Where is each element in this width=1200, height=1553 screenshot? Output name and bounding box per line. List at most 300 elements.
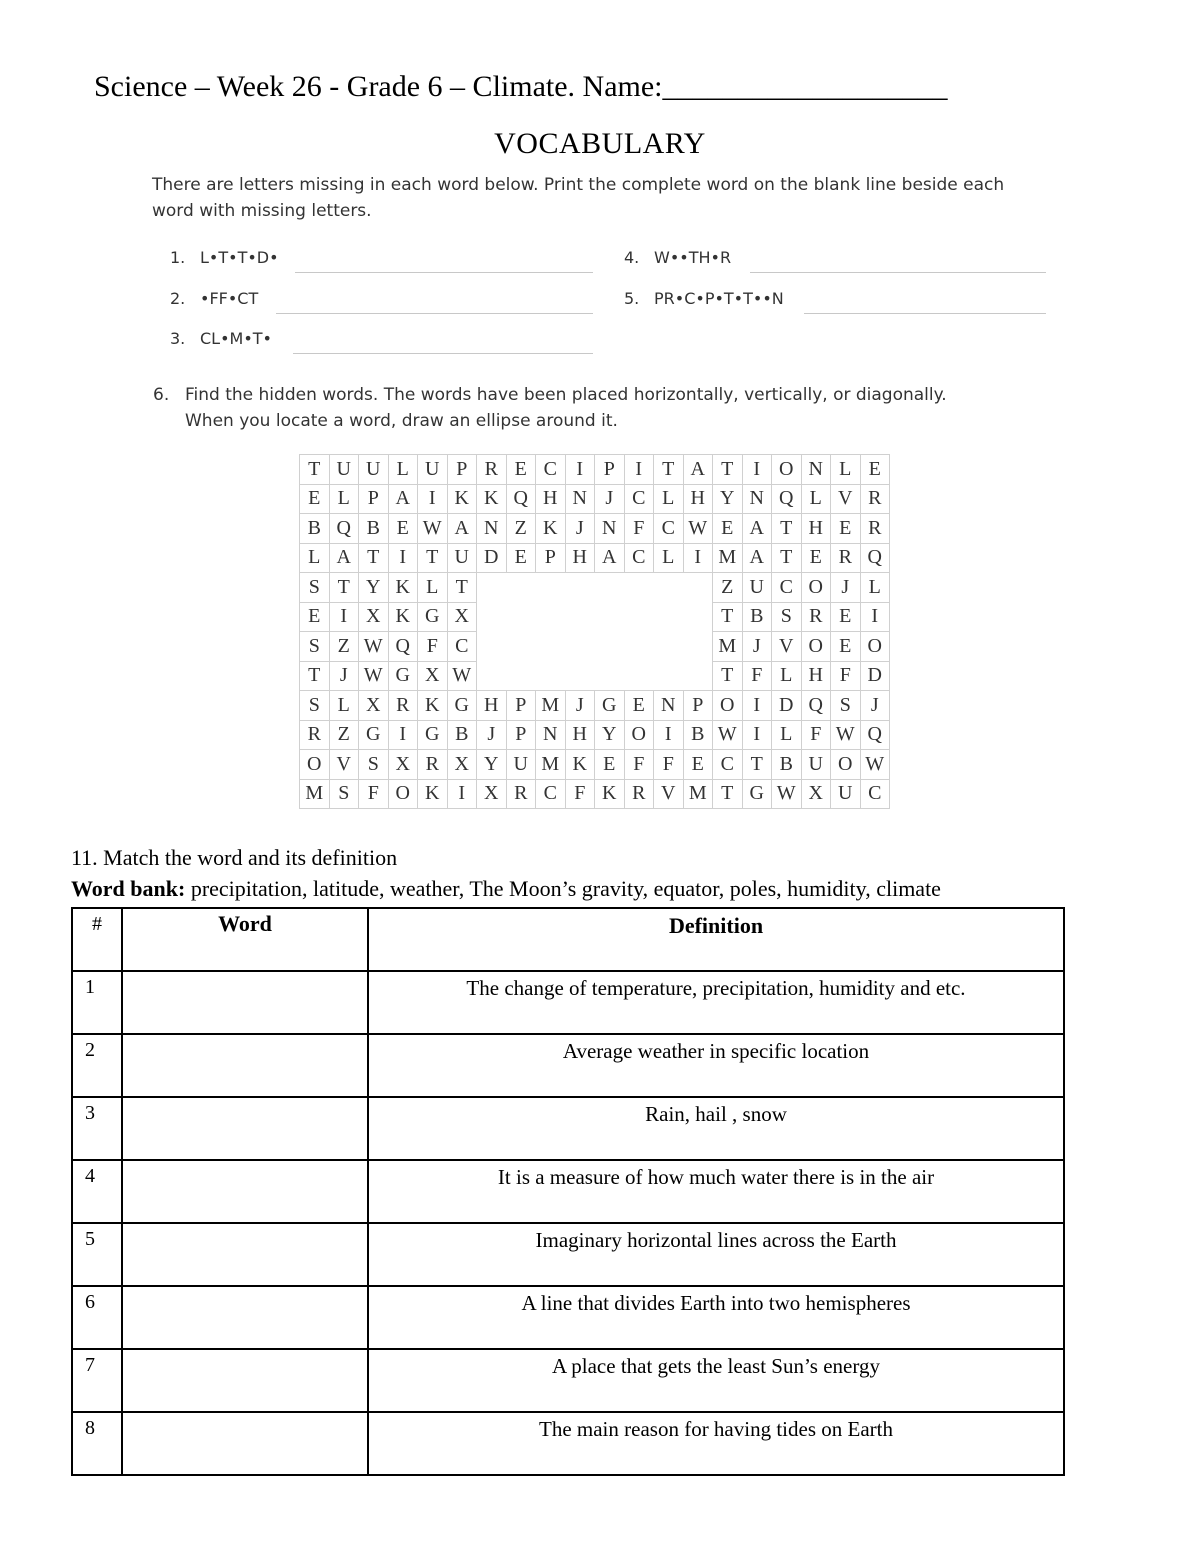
grid-letter[interactable]: I	[742, 720, 772, 750]
grid-letter[interactable]: A	[595, 543, 625, 573]
grid-letter[interactable]: D	[860, 661, 890, 691]
grid-letter[interactable]: J	[742, 632, 772, 662]
header-definition: Definition	[368, 908, 1064, 971]
grid-letter[interactable]: X	[801, 779, 831, 809]
vocab-item-number: 5.	[624, 289, 640, 308]
table-row	[72, 971, 1064, 1034]
grid-letter[interactable]: X	[359, 691, 389, 721]
grid-letter[interactable]: U	[359, 455, 389, 485]
vocab-item-4	[624, 248, 731, 267]
row-number: 3	[72, 1097, 122, 1160]
missing-letters-instructions: There are letters missing in each word below. Print the complete word on the blank line beside each word with missing letters.	[152, 175, 1005, 221]
definition-cell: Rain, hail , snow	[368, 1097, 1064, 1160]
definition-cell: It is a measure of how much water there is in the air	[368, 1160, 1064, 1223]
answer-line-3[interactable]	[293, 353, 593, 354]
grid-letter[interactable]: Q	[388, 632, 418, 662]
definition-cell: A line that divides Earth into two hemispheres	[368, 1286, 1064, 1349]
grid-letter[interactable]: G	[595, 691, 625, 721]
grid-row	[300, 514, 890, 544]
grid-letter[interactable]: U	[418, 455, 448, 485]
grid-letter[interactable]: W	[447, 661, 477, 691]
grid-letter[interactable]: A	[447, 514, 477, 544]
grid-letter[interactable]: Q	[329, 514, 359, 544]
grid-letter[interactable]: D	[772, 691, 802, 721]
grid-letter[interactable]: Z	[329, 632, 359, 662]
grid-letter[interactable]: W	[359, 632, 389, 662]
row-number: 5	[72, 1223, 122, 1286]
grid-letter[interactable]: U	[447, 543, 477, 573]
table-row	[72, 1223, 1064, 1286]
grid-letter[interactable]: K	[388, 602, 418, 632]
grid-letter[interactable]: E	[506, 543, 536, 573]
grid-letter[interactable]: L	[418, 573, 448, 603]
grid-letter[interactable]: N	[565, 484, 595, 514]
grid-letter[interactable]: I	[742, 455, 772, 485]
grid-letter[interactable]: M	[300, 779, 330, 809]
word-answer-cell[interactable]	[122, 1160, 368, 1223]
answer-line-4[interactable]	[750, 272, 1046, 273]
grid-letter[interactable]: G	[742, 779, 772, 809]
grid-letter[interactable]: G	[359, 720, 389, 750]
grid-letter[interactable]: Z	[506, 514, 536, 544]
grid-letter[interactable]: S	[772, 602, 802, 632]
grid-empty-cell	[565, 573, 595, 603]
word-answer-cell[interactable]	[122, 1349, 368, 1412]
grid-letter[interactable]: R	[860, 484, 890, 514]
grid-letter[interactable]: W	[418, 514, 448, 544]
grid-letter[interactable]: F	[359, 779, 389, 809]
definition-cell: The main reason for having tides on Earth	[368, 1412, 1064, 1475]
grid-letter[interactable]: E	[506, 455, 536, 485]
answer-line-5[interactable]	[804, 313, 1046, 314]
table-row	[72, 1349, 1064, 1412]
vocab-item-word: W••TH•R	[654, 248, 732, 267]
grid-letter[interactable]: F	[801, 720, 831, 750]
grid-letter[interactable]: E	[801, 543, 831, 573]
grid-letter[interactable]: F	[624, 750, 654, 780]
grid-letter[interactable]: B	[772, 750, 802, 780]
grid-letter[interactable]: L	[654, 484, 684, 514]
grid-letter[interactable]: I	[447, 779, 477, 809]
word-answer-cell[interactable]	[122, 1034, 368, 1097]
grid-letter[interactable]: S	[300, 691, 330, 721]
grid-letter[interactable]: P	[506, 691, 536, 721]
vocab-item-number: 2.	[170, 289, 186, 308]
grid-letter[interactable]: R	[860, 514, 890, 544]
grid-empty-cell	[595, 661, 625, 691]
grid-letter[interactable]: J	[860, 691, 890, 721]
word-bank-list: precipitation, latitude, weather, The Moon’s gravity, equator, poles, humidity, climate	[185, 876, 941, 901]
grid-letter[interactable]: V	[329, 750, 359, 780]
grid-empty-cell	[565, 602, 595, 632]
row-number: 4	[72, 1160, 122, 1223]
word-answer-cell[interactable]	[122, 971, 368, 1034]
grid-empty-cell	[506, 573, 536, 603]
grid-letter[interactable]: L	[772, 720, 802, 750]
grid-letter[interactable]: H	[565, 720, 595, 750]
grid-letter[interactable]: T	[772, 543, 802, 573]
grid-letter[interactable]: T	[713, 602, 743, 632]
grid-letter[interactable]: B	[742, 602, 772, 632]
grid-letter[interactable]: J	[329, 661, 359, 691]
grid-letter[interactable]: P	[683, 691, 713, 721]
grid-letter[interactable]: K	[477, 484, 507, 514]
header-number: #	[72, 908, 122, 971]
grid-letter[interactable]: G	[447, 691, 477, 721]
grid-letter[interactable]: Q	[860, 720, 890, 750]
word-search-line-2: When you locate a word, draw an ellipse around it.	[185, 411, 618, 431]
grid-letter[interactable]: M	[713, 543, 743, 573]
grid-row	[300, 632, 890, 662]
grid-letter[interactable]: A	[742, 543, 772, 573]
grid-letter[interactable]: T	[418, 543, 448, 573]
grid-letter[interactable]: Z	[329, 720, 359, 750]
answer-line-1[interactable]	[295, 272, 593, 273]
grid-letter[interactable]: J	[595, 484, 625, 514]
row-number: 2	[72, 1034, 122, 1097]
grid-letter[interactable]: C	[860, 779, 890, 809]
grid-letter[interactable]: N	[742, 484, 772, 514]
grid-letter[interactable]: T	[713, 661, 743, 691]
grid-letter[interactable]: T	[772, 514, 802, 544]
answer-line-2[interactable]	[276, 313, 593, 314]
grid-letter[interactable]: H	[536, 484, 566, 514]
grid-letter[interactable]: N	[654, 691, 684, 721]
grid-letter[interactable]: O	[772, 455, 802, 485]
grid-row	[300, 602, 890, 632]
word-search-grid[interactable]	[299, 454, 890, 809]
grid-empty-cell	[624, 661, 654, 691]
header-word: Word	[122, 908, 368, 971]
grid-letter[interactable]: U	[801, 750, 831, 780]
grid-letter[interactable]: F	[418, 632, 448, 662]
grid-letter[interactable]: O	[624, 720, 654, 750]
grid-letter[interactable]: V	[772, 632, 802, 662]
grid-letter[interactable]: T	[300, 661, 330, 691]
grid-letter[interactable]: P	[536, 543, 566, 573]
grid-letter[interactable]: S	[300, 573, 330, 603]
vocab-item-2	[170, 289, 258, 308]
grid-letter[interactable]: E	[683, 750, 713, 780]
vocab-item-word: PR•C•P•T•T••N	[654, 289, 784, 308]
grid-letter[interactable]: S	[359, 750, 389, 780]
grid-row	[300, 484, 890, 514]
grid-letter[interactable]: I	[418, 484, 448, 514]
grid-empty-cell	[536, 632, 566, 662]
word-bank	[71, 876, 941, 902]
grid-empty-cell	[683, 602, 713, 632]
grid-empty-cell	[477, 573, 507, 603]
grid-empty-cell	[506, 632, 536, 662]
grid-empty-cell	[654, 602, 684, 632]
grid-letter[interactable]: O	[713, 691, 743, 721]
grid-letter[interactable]: W	[860, 750, 890, 780]
question-number: 6.	[153, 385, 170, 405]
row-number: 1	[72, 971, 122, 1034]
grid-empty-cell	[654, 661, 684, 691]
table-row	[72, 1286, 1064, 1349]
grid-letter[interactable]: M	[713, 632, 743, 662]
grid-letter[interactable]: J	[565, 514, 595, 544]
grid-letter[interactable]: T	[447, 573, 477, 603]
grid-empty-cell	[536, 661, 566, 691]
grid-empty-cell	[595, 632, 625, 662]
grid-letter[interactable]: R	[300, 720, 330, 750]
grid-letter[interactable]: R	[477, 455, 507, 485]
grid-letter[interactable]: H	[477, 691, 507, 721]
grid-letter[interactable]: Q	[506, 484, 536, 514]
grid-letter[interactable]: E	[713, 514, 743, 544]
grid-letter[interactable]: E	[388, 514, 418, 544]
grid-letter[interactable]: G	[418, 602, 448, 632]
grid-empty-cell	[477, 602, 507, 632]
grid-letter[interactable]: X	[418, 661, 448, 691]
grid-letter[interactable]: C	[536, 455, 566, 485]
grid-row	[300, 543, 890, 573]
grid-letter[interactable]: A	[742, 514, 772, 544]
grid-letter[interactable]: T	[329, 573, 359, 603]
grid-letter[interactable]: C	[654, 514, 684, 544]
grid-letter[interactable]: M	[536, 691, 566, 721]
grid-letter[interactable]: R	[418, 750, 448, 780]
matching-title: 11. Match the word and its definition	[71, 845, 398, 870]
grid-letter[interactable]: K	[418, 691, 448, 721]
table-row	[72, 1160, 1064, 1223]
grid-letter[interactable]: Y	[359, 573, 389, 603]
row-number: 7	[72, 1349, 122, 1412]
word-answer-cell[interactable]	[122, 1097, 368, 1160]
grid-letter[interactable]: S	[300, 632, 330, 662]
definition-cell: Average weather in specific location	[368, 1034, 1064, 1097]
grid-letter[interactable]: N	[595, 514, 625, 544]
grid-letter[interactable]: Y	[713, 484, 743, 514]
grid-letter[interactable]: L	[772, 661, 802, 691]
grid-letter[interactable]: A	[388, 484, 418, 514]
grid-letter[interactable]: L	[860, 573, 890, 603]
grid-letter[interactable]: I	[329, 602, 359, 632]
grid-letter[interactable]: J	[565, 691, 595, 721]
grid-empty-cell	[683, 573, 713, 603]
grid-letter[interactable]: I	[742, 691, 772, 721]
table-row	[72, 1097, 1064, 1160]
grid-letter[interactable]: G	[388, 661, 418, 691]
grid-letter[interactable]: K	[418, 779, 448, 809]
grid-empty-cell	[477, 632, 507, 662]
grid-letter[interactable]: I	[683, 543, 713, 573]
grid-letter[interactable]: P	[447, 455, 477, 485]
grid-letter[interactable]: C	[624, 543, 654, 573]
grid-letter[interactable]: G	[418, 720, 448, 750]
grid-empty-cell	[683, 632, 713, 662]
grid-letter[interactable]: T	[654, 455, 684, 485]
grid-letter[interactable]: R	[801, 602, 831, 632]
grid-letter[interactable]: O	[831, 750, 861, 780]
grid-letter[interactable]: Y	[595, 720, 625, 750]
grid-letter[interactable]: I	[654, 720, 684, 750]
grid-letter[interactable]: R	[831, 543, 861, 573]
grid-letter[interactable]: T	[713, 779, 743, 809]
grid-empty-cell	[565, 661, 595, 691]
grid-letter[interactable]: K	[565, 750, 595, 780]
grid-letter[interactable]: K	[536, 514, 566, 544]
grid-letter[interactable]: X	[447, 602, 477, 632]
grid-letter[interactable]: E	[300, 602, 330, 632]
grid-letter[interactable]: P	[359, 484, 389, 514]
grid-letter[interactable]: F	[742, 661, 772, 691]
grid-letter[interactable]: B	[683, 720, 713, 750]
word-answer-cell[interactable]	[122, 1286, 368, 1349]
word-bank-label: Word bank:	[71, 876, 186, 901]
grid-letter[interactable]: W	[772, 779, 802, 809]
grid-empty-cell	[595, 602, 625, 632]
grid-letter[interactable]: C	[772, 573, 802, 603]
grid-letter[interactable]: B	[359, 514, 389, 544]
grid-letter[interactable]: E	[300, 484, 330, 514]
table-row	[72, 1412, 1064, 1475]
grid-letter[interactable]: B	[300, 514, 330, 544]
grid-letter[interactable]: D	[477, 543, 507, 573]
grid-letter[interactable]: N	[477, 514, 507, 544]
vocab-item-5	[624, 289, 784, 308]
grid-empty-cell	[536, 573, 566, 603]
grid-letter[interactable]: T	[742, 750, 772, 780]
grid-letter[interactable]: C	[713, 750, 743, 780]
word-answer-cell[interactable]	[122, 1412, 368, 1475]
grid-letter[interactable]: U	[506, 750, 536, 780]
grid-letter[interactable]: P	[506, 720, 536, 750]
grid-letter[interactable]: J	[831, 573, 861, 603]
grid-letter[interactable]: P	[595, 455, 625, 485]
grid-letter[interactable]: C	[624, 484, 654, 514]
grid-letter[interactable]: E	[831, 602, 861, 632]
grid-letter[interactable]: F	[565, 779, 595, 809]
grid-letter[interactable]: U	[329, 455, 359, 485]
grid-letter[interactable]: N	[801, 455, 831, 485]
grid-letter[interactable]: R	[506, 779, 536, 809]
grid-letter[interactable]: S	[831, 691, 861, 721]
grid-letter[interactable]: Z	[713, 573, 743, 603]
grid-letter[interactable]: H	[683, 484, 713, 514]
grid-letter[interactable]: N	[536, 720, 566, 750]
grid-letter[interactable]: B	[447, 720, 477, 750]
grid-letter[interactable]: E	[624, 691, 654, 721]
grid-letter[interactable]: L	[801, 484, 831, 514]
grid-letter[interactable]: V	[831, 484, 861, 514]
grid-letter[interactable]: M	[536, 750, 566, 780]
grid-row	[300, 750, 890, 780]
grid-letter[interactable]: I	[388, 720, 418, 750]
grid-letter[interactable]: X	[388, 750, 418, 780]
grid-letter[interactable]: T	[713, 455, 743, 485]
grid-letter[interactable]: X	[447, 750, 477, 780]
grid-letter[interactable]: K	[595, 779, 625, 809]
definition-cell: The change of temperature, precipitation, humidity and etc.	[368, 971, 1064, 1034]
definition-cell: Imaginary horizontal lines across the Earth	[368, 1223, 1064, 1286]
grid-letter[interactable]: C	[536, 779, 566, 809]
grid-letter[interactable]: O	[860, 632, 890, 662]
grid-letter[interactable]: I	[860, 602, 890, 632]
grid-letter[interactable]: T	[359, 543, 389, 573]
grid-letter[interactable]: Q	[860, 543, 890, 573]
grid-letter[interactable]: L	[831, 455, 861, 485]
grid-letter[interactable]: O	[801, 632, 831, 662]
vocab-item-word: •FF•CT	[200, 289, 259, 308]
grid-letter[interactable]: L	[300, 543, 330, 573]
row-number: 6	[72, 1286, 122, 1349]
grid-letter[interactable]: E	[860, 455, 890, 485]
grid-letter[interactable]: R	[388, 691, 418, 721]
vocab-item-number: 3.	[170, 329, 186, 348]
grid-letter[interactable]: X	[359, 602, 389, 632]
grid-letter[interactable]: K	[388, 573, 418, 603]
grid-letter[interactable]: E	[831, 514, 861, 544]
grid-row	[300, 779, 890, 809]
grid-letter[interactable]: A	[329, 543, 359, 573]
grid-letter[interactable]: M	[683, 779, 713, 809]
grid-letter[interactable]: O	[801, 573, 831, 603]
grid-empty-cell	[565, 632, 595, 662]
definition-cell: A place that gets the least Sun’s energy	[368, 1349, 1064, 1412]
vocab-item-word: CL•M•T•	[200, 329, 272, 348]
grid-letter[interactable]: W	[683, 514, 713, 544]
row-number: 8	[72, 1412, 122, 1475]
grid-letter[interactable]: E	[595, 750, 625, 780]
grid-letter[interactable]: U	[742, 573, 772, 603]
grid-letter[interactable]: L	[654, 543, 684, 573]
grid-letter[interactable]: I	[388, 543, 418, 573]
grid-letter[interactable]: W	[831, 720, 861, 750]
grid-letter[interactable]: F	[831, 661, 861, 691]
grid-letter[interactable]: A	[683, 455, 713, 485]
vocab-item-number: 1.	[170, 248, 186, 267]
grid-row	[300, 661, 890, 691]
grid-letter[interactable]: F	[654, 750, 684, 780]
grid-letter[interactable]: E	[831, 632, 861, 662]
grid-letter[interactable]: F	[624, 514, 654, 544]
grid-letter[interactable]: I	[565, 455, 595, 485]
grid-letter[interactable]: L	[329, 691, 359, 721]
grid-letter[interactable]: W	[359, 661, 389, 691]
grid-letter[interactable]: Q	[801, 691, 831, 721]
grid-letter[interactable]: Y	[477, 750, 507, 780]
grid-letter[interactable]: H	[801, 661, 831, 691]
grid-empty-cell	[624, 632, 654, 662]
grid-letter[interactable]: O	[388, 779, 418, 809]
grid-row	[300, 455, 890, 485]
grid-letter[interactable]: L	[388, 455, 418, 485]
grid-letter[interactable]: J	[477, 720, 507, 750]
grid-letter[interactable]: Q	[772, 484, 802, 514]
grid-empty-cell	[683, 661, 713, 691]
grid-letter[interactable]: W	[713, 720, 743, 750]
grid-empty-cell	[654, 573, 684, 603]
grid-letter[interactable]: X	[477, 779, 507, 809]
grid-letter[interactable]: O	[300, 750, 330, 780]
grid-letter[interactable]: I	[624, 455, 654, 485]
grid-letter[interactable]: H	[565, 543, 595, 573]
grid-letter[interactable]: U	[831, 779, 861, 809]
grid-letter[interactable]: T	[300, 455, 330, 485]
grid-letter[interactable]: C	[447, 632, 477, 662]
word-answer-cell[interactable]	[122, 1223, 368, 1286]
grid-letter[interactable]: R	[624, 779, 654, 809]
grid-letter[interactable]: L	[329, 484, 359, 514]
grid-letter[interactable]: V	[654, 779, 684, 809]
grid-letter[interactable]: S	[329, 779, 359, 809]
grid-row	[300, 720, 890, 750]
grid-letter[interactable]: K	[447, 484, 477, 514]
grid-letter[interactable]: H	[801, 514, 831, 544]
